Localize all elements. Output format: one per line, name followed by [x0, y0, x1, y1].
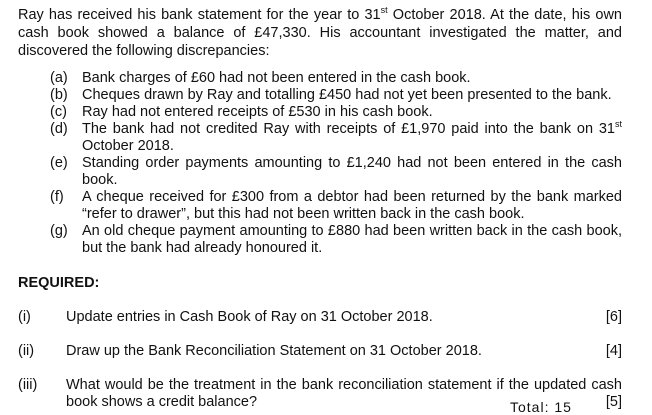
- question-text: What would be the treatment in the bank reconciliation statement if the updated cash book shows a credit balance?: [66, 377, 622, 410]
- list-item: [50, 70, 622, 87]
- question-number: (i): [18, 309, 31, 325]
- list-item: [50, 223, 622, 257]
- intro-paragraph: [18, 6, 622, 60]
- item-label: (e): [50, 155, 68, 171]
- question-marks: [6]: [605, 309, 622, 325]
- item-superscript: st: [614, 119, 622, 130]
- intro-superscript: st: [380, 5, 388, 16]
- cutoff-total-label: Total: 15: [510, 399, 572, 415]
- item-label: (b): [50, 87, 68, 103]
- question-i: [18, 309, 622, 326]
- required-heading: REQUIRED:: [18, 275, 100, 291]
- question-text: Draw up the Bank Reconciliation Statement on 31 October 2018.: [66, 343, 482, 359]
- list-item: [50, 104, 622, 121]
- item-label: (g): [50, 223, 68, 239]
- question-marks: [5]: [605, 394, 622, 410]
- item-label: (d): [50, 121, 68, 137]
- item-label: (c): [50, 104, 67, 120]
- item-text-before: The bank had not credited Ray with receipts of £1,970 paid into the bank on 31: [82, 121, 615, 137]
- question-number: (ii): [18, 343, 35, 359]
- list-item: [50, 121, 622, 155]
- item-label: (a): [50, 70, 68, 86]
- question-ii: [18, 343, 622, 360]
- item-text: Ray had not entered receipts of £530 in his cash book.: [82, 104, 433, 120]
- intro-text-part2: October 2018. At the date, his own cash book showed a balance of £47,330. His accountant investigated the matter, and discovered the following discrepancies:: [18, 7, 622, 59]
- intro-text-part1: Ray has received his bank statement for the year to 31: [18, 7, 381, 23]
- list-item: [50, 189, 622, 223]
- cutoff-total-text: [510, 399, 580, 415]
- item-text: Bank charges of £60 had not been entered in the cash book.: [82, 70, 471, 86]
- list-item: [50, 87, 622, 104]
- item-text: A cheque received for £300 from a debtor had been returned by the bank marked “refer to drawer”, but this had not been written back in the cash book.: [82, 189, 622, 222]
- question-number: (iii): [18, 377, 38, 393]
- question-marks: [4]: [605, 343, 622, 359]
- discrepancy-list: [50, 70, 622, 257]
- item-text: Standing order payments amounting to £1,240 had not been entered in the cash book.: [82, 155, 622, 188]
- item-text: An old cheque payment amounting to £880 had been written back in the cash book, but the bank had already honoured it.: [82, 223, 622, 256]
- question-text: Update entries in Cash Book of Ray on 31 October 2018.: [66, 309, 433, 325]
- item-label: (f): [50, 189, 64, 205]
- item-text-after: October 2018.: [82, 138, 174, 154]
- list-item: [50, 155, 622, 189]
- item-text: [82, 121, 622, 155]
- item-text: Cheques drawn by Ray and totalling £450 had not yet been presented to the bank.: [82, 87, 612, 103]
